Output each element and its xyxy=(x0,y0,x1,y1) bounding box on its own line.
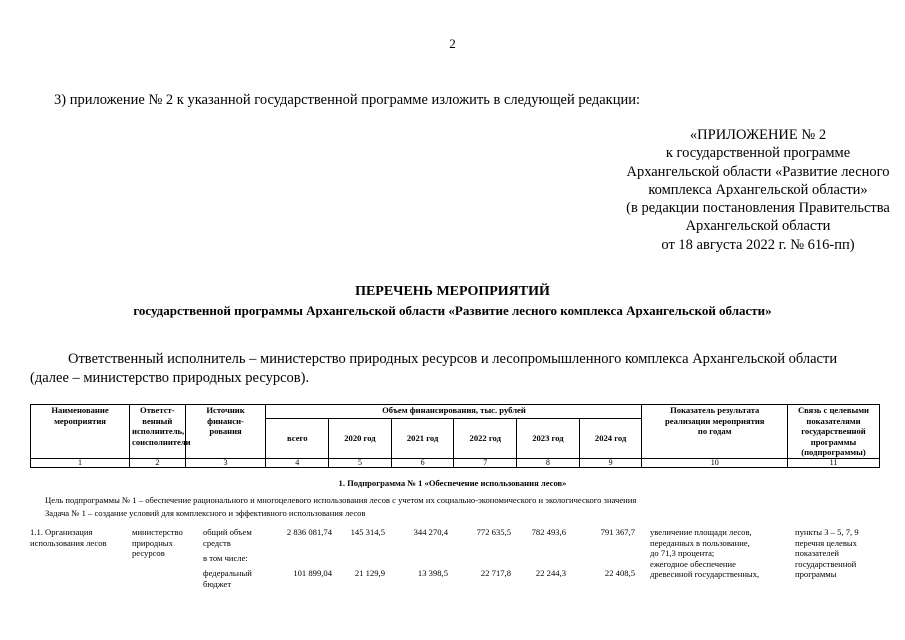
value-2022: 22 717,8 xyxy=(480,568,511,578)
value-2023: 782 493,6 xyxy=(531,527,566,537)
value-2024: 791 367,7 xyxy=(600,527,635,537)
value-2021: 344 270,4 xyxy=(413,527,448,537)
appendix-caption xyxy=(560,126,905,254)
column-number: 5 xyxy=(329,458,392,467)
value-2021: 13 398,5 xyxy=(417,568,448,578)
column-number: 4 xyxy=(266,458,329,467)
subprogram-task: Задача № 1 – создание условий для комплексного и эффективного использования лесов xyxy=(45,508,366,518)
header-year: 2022 год xyxy=(454,418,517,458)
column-number: 6 xyxy=(391,458,454,467)
value-total: 2 836 081,74 xyxy=(286,527,332,537)
header-name: Наименование мероприятия xyxy=(31,405,130,459)
appendix-line: Архангельской области xyxy=(685,218,831,235)
document-title: ПЕРЕЧЕНЬ МЕРОПРИЯТИЙ xyxy=(355,284,550,299)
value-2020: 145 314,5 xyxy=(350,527,385,537)
header-year: 2024 год xyxy=(579,418,642,458)
appendix-line: комплекса Архангельской области» xyxy=(648,181,868,198)
header-year: 2021 год xyxy=(391,418,454,458)
column-number: 3 xyxy=(185,458,266,467)
value-2023: 22 244,3 xyxy=(535,568,566,578)
column-number: 11 xyxy=(787,458,879,467)
appendix-line: к государственной программе xyxy=(665,145,851,162)
value-total: 101 899,04 xyxy=(293,568,332,578)
page-number: 2 xyxy=(449,36,456,51)
measure-result: увеличение площади лесов, переданных в пользование, до 71,3 процента; ежегодное обеспечение древесиной государственных, xyxy=(650,527,760,580)
subprogram-goal: Цель подпрограммы № 1 – обеспечение рационального и многоцелевого использования лесов с учетом их социально-экономического и экологического значения xyxy=(45,495,637,505)
measure-executor: министерство природных ресурсов xyxy=(132,527,183,559)
header-source: Источник финанси- рования xyxy=(185,405,266,459)
column-number: 7 xyxy=(454,458,517,467)
source-label-total: общий объем средств xyxy=(203,527,252,548)
header-year: 2023 год xyxy=(517,418,580,458)
value-2020: 21 129,9 xyxy=(354,568,385,578)
measure-link: пункты 3 – 5, 7, 9 перечня целевых показателей государственной программы xyxy=(795,527,859,580)
measure-name: 1.1. Организация использования лесов xyxy=(30,527,107,548)
column-number: 2 xyxy=(130,458,186,467)
header-funding: Объем финансирования, тыс. рублей xyxy=(266,405,642,419)
responsible-executor-line: Ответственный исполнитель – министерство природных ресурсов и лесопромышленного комплекса Архангельской области xyxy=(68,351,838,367)
source-label-including: в том числе: xyxy=(203,553,248,563)
appendix-line: от 18 августа 2022 г. № 616-пп) xyxy=(661,236,855,253)
intro-paragraph: 3) приложение № 2 к указанной государственной программе изложить в следующей редакции: xyxy=(54,92,641,108)
header-result: Показатель результата реализации мероприятия по годам xyxy=(642,405,788,459)
subprogram-title: 1. Подпрограмма № 1 «Обеспечение использования лесов» xyxy=(338,478,567,488)
value-2022: 772 635,5 xyxy=(476,527,511,537)
appendix-line: Архангельской области «Развитие лесного xyxy=(626,163,890,180)
header-executor: Ответст- венный исполнитель, соисполнители xyxy=(130,405,186,459)
responsible-executor-line: (далее – министерство природных ресурсов). xyxy=(30,370,310,386)
document-subtitle: государственной программы Архангельской области «Развитие лесного комплекса Архангельской области» xyxy=(133,303,772,318)
header-link: Связь с целевыми показателями государственной программы (подпрограммы) xyxy=(787,405,879,459)
source-label-federal: федеральный бюджет xyxy=(203,568,252,589)
measures-table-header xyxy=(30,404,880,468)
header-year-total: всего xyxy=(266,418,329,458)
column-number: 1 xyxy=(31,458,130,467)
appendix-line: «ПРИЛОЖЕНИЕ № 2 xyxy=(689,127,827,143)
value-2024: 22 408,5 xyxy=(604,568,635,578)
header-year: 2020 год xyxy=(329,418,392,458)
column-number: 9 xyxy=(579,458,642,467)
column-number: 10 xyxy=(642,458,788,467)
column-number: 8 xyxy=(517,458,580,467)
appendix-line: (в редакции постановления Правительства xyxy=(626,200,890,217)
